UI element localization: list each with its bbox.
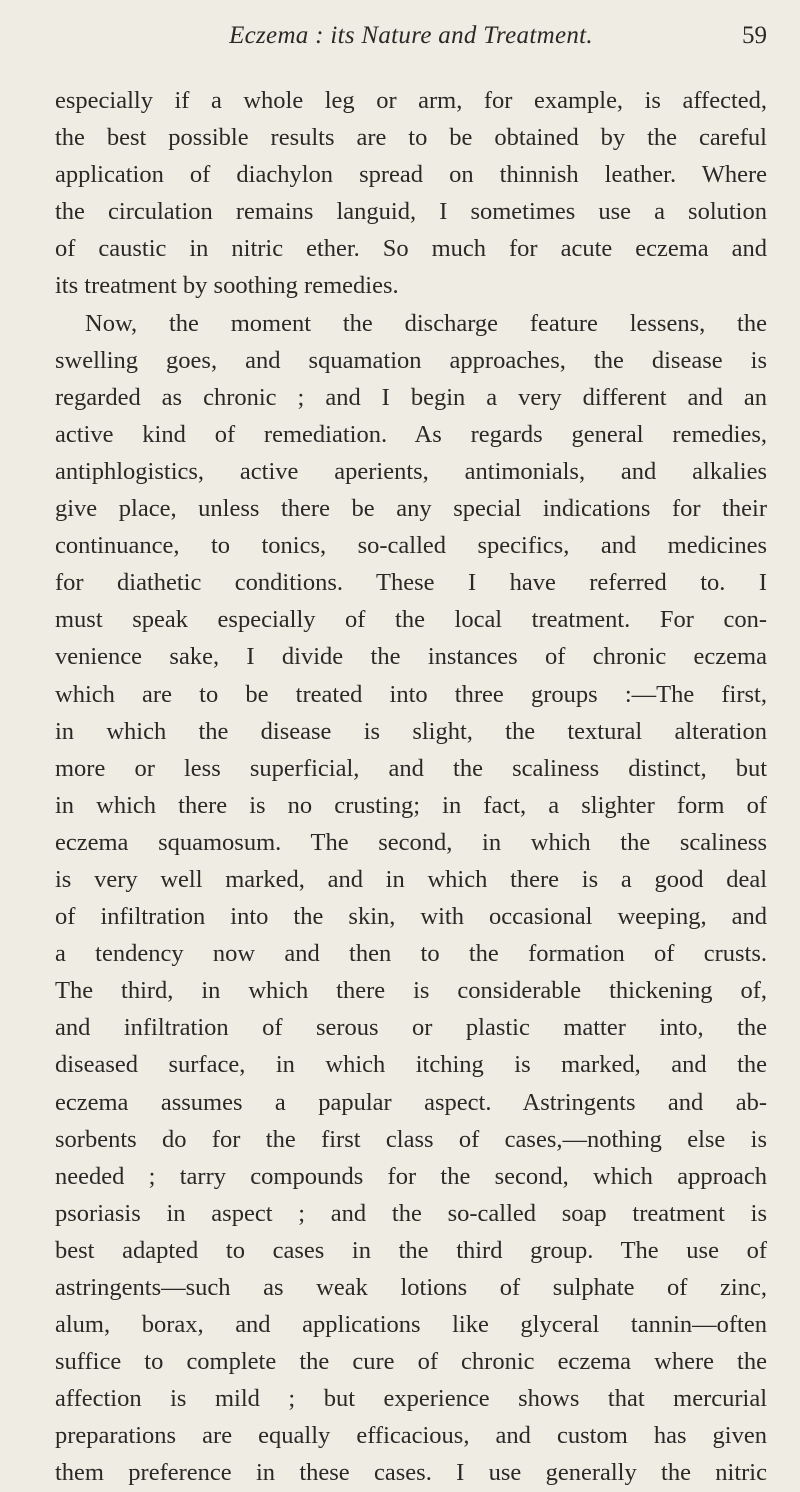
text-line: active kind of remediation. As regards general remedies, xyxy=(55,420,767,448)
text-line: regarded as chronic ; and I begin a very different and an xyxy=(55,383,767,411)
text-line: for diathetic conditions. These I have referred to. I xyxy=(55,569,767,597)
text-line: in which the disease is slight, the textural alteration xyxy=(55,717,767,745)
text-line: affection is mild ; but experience shows that mercurial xyxy=(55,1385,767,1413)
page-number: 59 xyxy=(742,22,767,49)
text-line: sorbents do for the first class of cases,—nothing else is xyxy=(55,1125,767,1153)
text-line: swelling goes, and squamation approaches, the disease is xyxy=(55,346,767,374)
text-line: give place, unless there be any special indications for their xyxy=(55,495,767,523)
text-line: a tendency now and then to the formation of crusts. xyxy=(55,940,767,968)
text-line: of infiltration into the skin, with occasional weeping, and xyxy=(55,903,767,931)
text-line: them preference in these cases. I use generally the nitric xyxy=(55,1459,767,1487)
text-line: eczema squamosum. The second, in which the scaliness xyxy=(55,828,767,856)
text-line: alum, borax, and applications like glyceral tannin—often xyxy=(55,1311,767,1339)
text-line: especially if a whole leg or arm, for example, is affected, xyxy=(55,87,767,114)
body-text xyxy=(55,82,767,1492)
text-line: of caustic in nitric ether. So much for acute eczema and xyxy=(55,235,767,263)
text-line: best adapted to cases in the third group. The use of xyxy=(55,1236,767,1264)
text-line: astringents—such as weak lotions of sulphate of zinc, xyxy=(55,1274,767,1301)
text-line: the circulation remains languid, I sometimes use a solution xyxy=(55,198,767,226)
text-line: diseased surface, in which itching is marked, and the xyxy=(55,1051,767,1079)
text-line: and infiltration of serous or plastic matter into, the xyxy=(55,1014,767,1042)
text-line: application of diachylon spread on thinnish leather. Where xyxy=(55,161,767,189)
text-line: The third, in which there is considerable thickening of, xyxy=(55,977,767,1005)
running-title: Eczema : its Nature and Treatment. xyxy=(229,22,593,49)
page-header xyxy=(55,12,767,56)
text-line: the best possible results are to be obtained by the careful xyxy=(55,124,767,152)
text-line: is very well marked, and in which there is a good deal xyxy=(55,865,767,893)
text-line: antiphlogistics, active aperients, antimonials, and alkalies xyxy=(55,457,767,485)
text-line: preparations are equally efficacious, and custom has given xyxy=(55,1422,767,1450)
text-line: which are to be treated into three groups :—The first, xyxy=(55,680,767,708)
text-line: Now, the moment the discharge feature lessens, the xyxy=(85,309,767,337)
text-line: its treatment by soothing remedies. xyxy=(55,272,399,300)
text-line: more or less superficial, and the scaliness distinct, but xyxy=(55,754,767,782)
text-line: continuance, to tonics, so-called specifics, and medicines xyxy=(55,532,767,560)
text-line: venience sake, I divide the instances of chronic eczema xyxy=(55,643,767,671)
text-line: psoriasis in aspect ; and the so-called soap treatment is xyxy=(55,1199,767,1227)
text-line: suffice to complete the cure of chronic eczema where the xyxy=(55,1348,767,1376)
text-line: needed ; tarry compounds for the second, which approach xyxy=(55,1162,767,1190)
text-line: must speak especially of the local treatment. For con- xyxy=(55,606,767,634)
text-line: in which there is no crusting; in fact, a slighter form of xyxy=(55,791,767,819)
text-line: eczema assumes a papular aspect. Astringents and ab- xyxy=(55,1088,767,1116)
